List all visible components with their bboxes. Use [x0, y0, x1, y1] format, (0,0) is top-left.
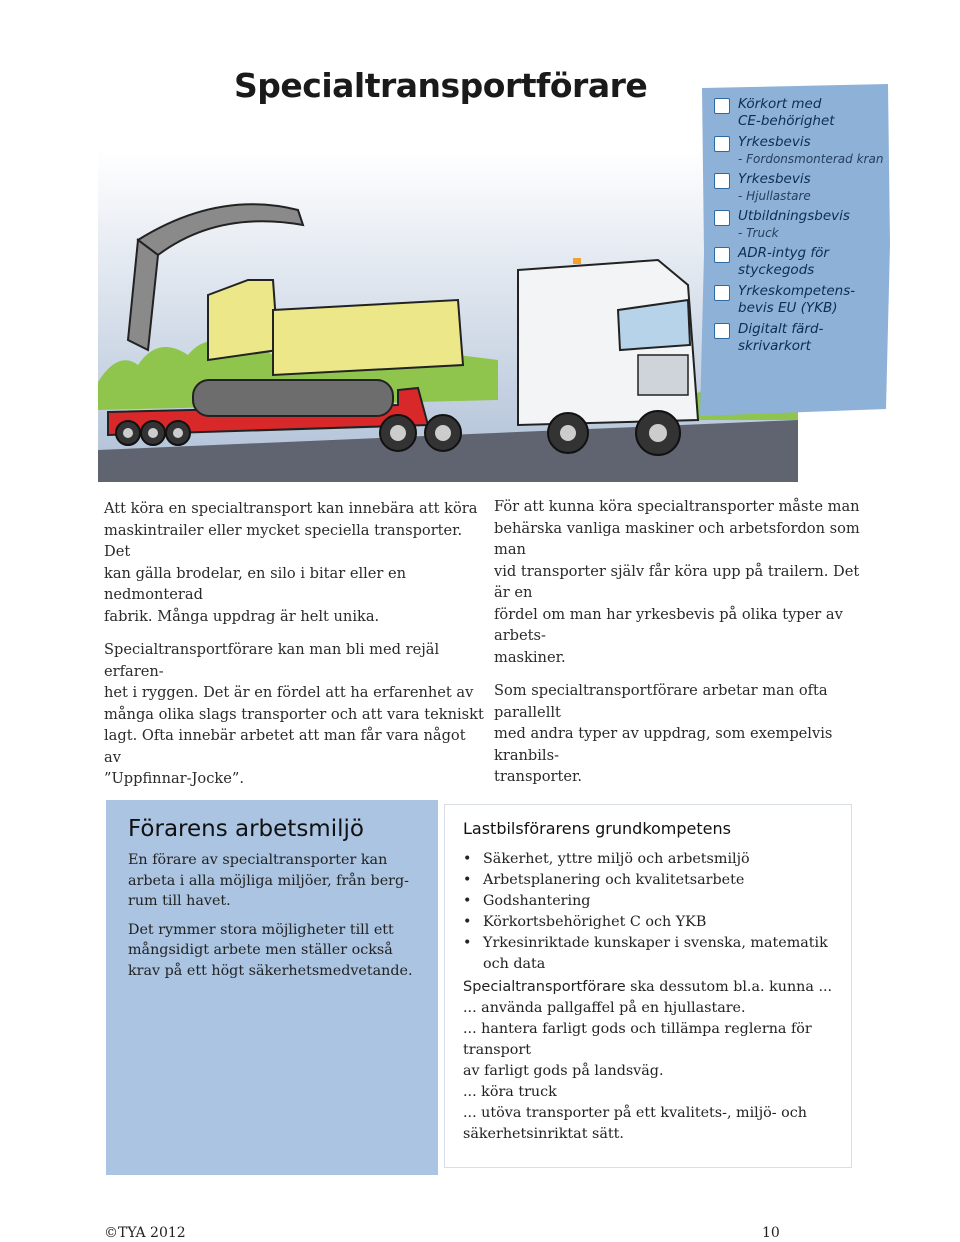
list-item: • Arbetsplanering och kvalitetsarbete: [463, 870, 828, 891]
intro-text: ska dessutom bl.a. kunna ...: [625, 979, 833, 995]
requirement-title: Yrkeskompetens- bevis EU (YKB): [738, 283, 856, 316]
requirement-item: [714, 171, 883, 204]
work-environment-heading: Förarens arbetsmiljö: [128, 816, 364, 842]
skill-line: ... utöva transporter på ett kvalitets-, miljö- och säkerhetsinriktat sätt.: [463, 1105, 807, 1142]
competence-box: [444, 804, 852, 1168]
paragraph: För att kunna köra specialtransporter måste man behärska vanliga maskiner och arbetsfordon som man vid transporter själv får köra upp på trailern. Det är en fördel om man har yrkesbevis på olika typer av arbets- maskiner.: [494, 498, 860, 666]
left-column: [104, 498, 484, 802]
competence-list: [463, 849, 828, 975]
requirement-subtitle: - Truck: [738, 226, 779, 240]
paragraph: Specialtransportförare kan man bli med rejäl erfaren- het i ryggen. Det är en fördel att ha erfarenhet av många olika slags transporter och att vara tekniskt lagt. Ofta innebär arbetet att man får vara något av ”Uppfinnar-Jocke”.: [104, 641, 484, 787]
requirements-note: [700, 84, 892, 416]
checkbox: [714, 136, 730, 152]
checkbox: [714, 323, 730, 339]
additional-skills: [463, 977, 843, 1145]
skill-line: ... köra truck: [463, 1084, 557, 1100]
requirement-title: Digitalt färd- skrivarkort: [738, 321, 824, 354]
page-number: 10: [762, 1225, 780, 1241]
paragraph: Som specialtransportförare arbetar man ofta parallellt med andra typer av uppdrag, som exempelvis kranbils- transporter.: [494, 682, 833, 785]
checkbox: [714, 247, 730, 263]
checkbox: [714, 285, 730, 301]
checkbox: [714, 98, 730, 114]
paragraph: Det rymmer stora möjligheter till ett mångsidigt arbete men ställer också krav på ett högt säkerhetsmedvetande.: [128, 921, 413, 979]
list-item: • Yrkesinriktade kunskaper i svenska, matematik och data: [463, 933, 828, 975]
requirement-subtitle: - Hjullastare: [738, 189, 811, 203]
right-column: [494, 496, 874, 800]
requirement-title: Yrkesbevis: [738, 134, 811, 150]
additional-intro: [463, 977, 843, 998]
requirements-list: [714, 96, 883, 359]
list-item: • Säkerhet, yttre miljö och arbetsmiljö: [463, 849, 828, 870]
checkbox: [714, 173, 730, 189]
paragraph: En förare av specialtransporter kan arbeta i alla möjliga miljöer, från berg- rum till havet.: [128, 852, 409, 909]
requirement-item: [714, 245, 883, 279]
requirement-title: Yrkesbevis: [738, 171, 811, 187]
requirement-subtitle: - Fordonsmonterad kran: [738, 152, 884, 166]
requirement-item: [714, 208, 883, 241]
requirement-title: ADR-intyg för styckegods: [738, 245, 829, 278]
requirement-title: Utbildningsbevis: [738, 208, 850, 224]
page-title: Specialtransportförare: [234, 66, 648, 105]
requirement-item: [714, 321, 883, 355]
copyright: ©TYA 2012: [104, 1225, 186, 1241]
paragraph: Att köra en specialtransport kan innebära att köra maskintrailer eller mycket speciella transporter. Det kan gälla brodelar, en silo i bitar eller en nedmonterad fabrik. Många uppdrag är helt unika.: [104, 500, 478, 625]
skill-line: ... använda pallgaffel på en hjullastare.: [463, 1000, 746, 1016]
list-item: • Körkortsbehörighet C och YKB: [463, 912, 828, 933]
intro-emphasis: Specialtransportförare: [463, 979, 626, 995]
competence-heading: Lastbilsförarens grundkompetens: [463, 819, 731, 838]
requirement-item: [714, 283, 883, 317]
work-environment-box: [106, 800, 438, 1175]
requirement-item: [714, 134, 883, 167]
requirement-title: Körkort med CE-behörighet: [738, 96, 835, 129]
skill-line: ... hantera farligt gods och tillämpa reglerna för transport av farligt gods på landsväg.: [463, 1021, 812, 1079]
list-item: • Godshantering: [463, 891, 828, 912]
requirement-item: [714, 96, 883, 130]
truck-excavator-illustration: [98, 150, 798, 482]
checkbox: [714, 210, 730, 226]
